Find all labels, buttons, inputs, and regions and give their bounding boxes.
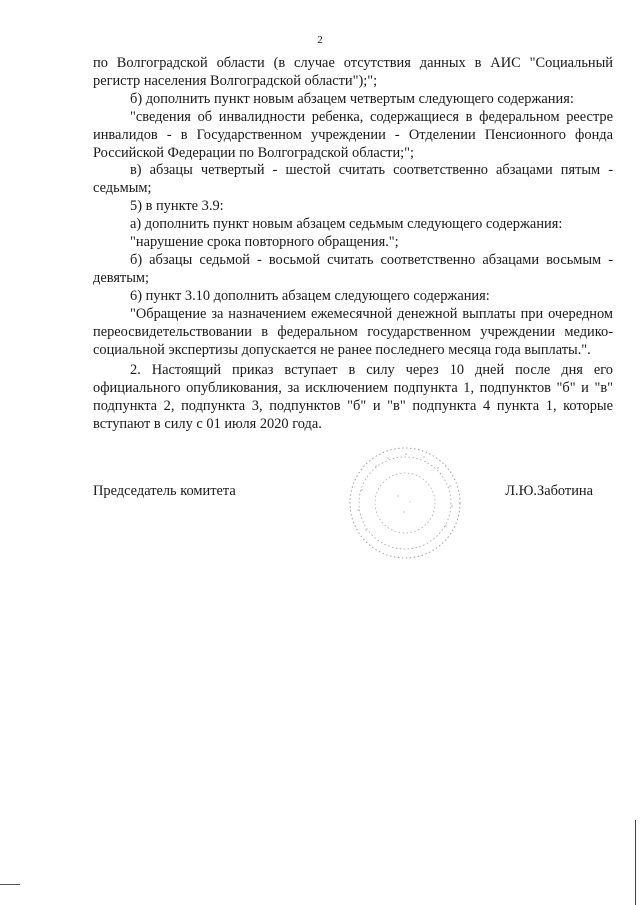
- paragraph: "Обращение за назначением ежемесячной денежной выплаты при очередном переосвидетельствовании в федеральном государственном учреждении медико-социальной экспертизы допускается не ранее последнего месяца года выплаты.".: [93, 305, 613, 358]
- paragraph: б) абзацы седьмой - восьмой считать соответственно абзацами восьмым - девятым;: [93, 251, 613, 286]
- official-seal-stamp: [346, 444, 464, 562]
- paragraph: в) абзацы четвертый - шестой считать соответственно абзацами пятым - седьмым;: [93, 162, 613, 197]
- scan-edge-mark: [0, 884, 20, 885]
- paragraph: 6) пункт 3.10 дополнить абзацем следующего содержания:: [130, 287, 490, 304]
- paragraph: 2. Настоящий приказ вступает в силу через 10 дней после дня его официального опубликования, за исключением подпункта 1, подпунктов "б" и "в" подпункта 2, подпункта 3, подпунктов "б" и "в" подпункта 4 пункта 1, которые вступают в силу с 01 июля 2020 года.: [93, 362, 613, 433]
- paragraph: "нарушение срока повторного обращения.";: [130, 234, 399, 251]
- paragraph: по Волгоградской области (в случае отсутствия данных в АИС "Социальный регистр населения Волгоградской области");";: [93, 55, 613, 89]
- signatory-name: Л.Ю.Заботина: [505, 483, 593, 499]
- signatory-title: Председатель комитета: [93, 483, 236, 499]
- document-body: [93, 55, 613, 434]
- paragraph: а) дополнить пункт новым абзацем седьмым следующего содержания:: [130, 216, 563, 233]
- scan-edge-mark: [635, 820, 636, 905]
- page-number: 2: [317, 34, 323, 46]
- paragraph: 5) в пункте 3.9:: [130, 198, 224, 215]
- paragraph: б) дополнить пункт новым абзацем четвертым следующего содержания:: [130, 90, 574, 107]
- paragraph: "сведения об инвалидности ребенка, содержащиеся в федеральном реестре инвалидов - в Государственном учреждении - Отделении Пенсионного фонда Российской Федерации по Волгоградской области;";: [93, 108, 613, 161]
